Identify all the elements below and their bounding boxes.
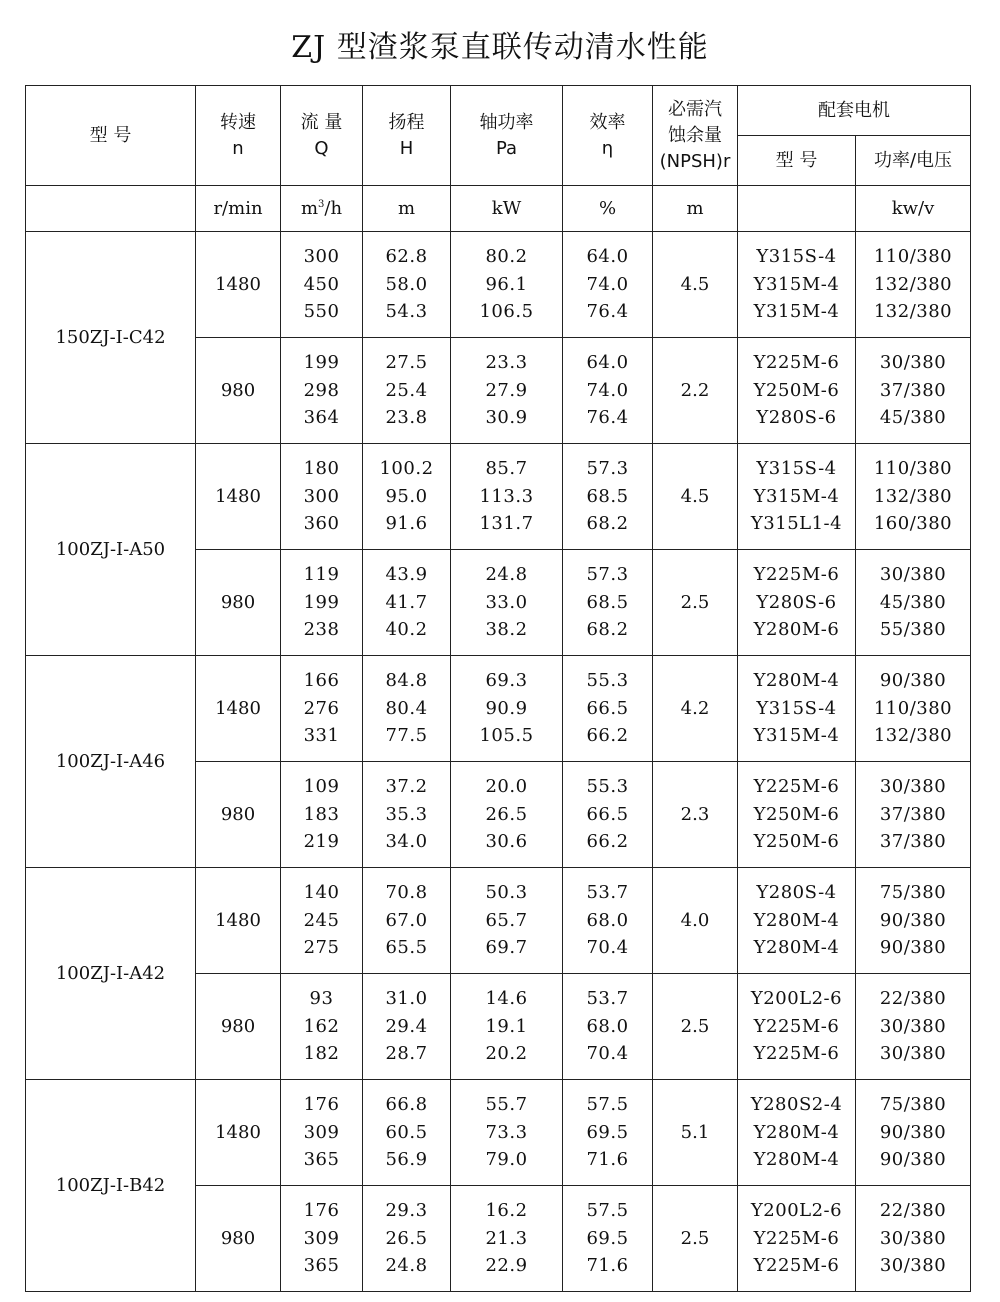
unit-flow: $m^3/h$ <box>281 186 363 232</box>
cell-value: 365 <box>303 1149 340 1171</box>
head-cell <box>363 974 451 1080</box>
power-cell <box>451 762 563 868</box>
cell-value: Y225M-6 <box>753 1015 840 1037</box>
cell-value: Y250M-6 <box>753 803 840 825</box>
header-head: 扬程 H <box>363 86 451 186</box>
cell-value: 166 <box>303 670 340 692</box>
cell-value: 50.3 <box>485 882 528 904</box>
cell-value: 67.0 <box>385 909 428 931</box>
power-cell <box>451 232 563 338</box>
cell-value: 45/380 <box>879 591 947 613</box>
speed-cell: 980 <box>196 338 281 444</box>
cell-value: 57.3 <box>586 564 629 586</box>
cell-value: 309 <box>303 1121 340 1143</box>
cell-value: 79.0 <box>485 1149 528 1171</box>
header-npsh: 必需汽 蚀余量 (NPSH)r <box>653 86 738 186</box>
cell-value: 23.8 <box>385 407 428 429</box>
unit-npsh: m <box>653 186 738 232</box>
header-motor: 配套电机 <box>738 86 971 136</box>
cell-value: 57.5 <box>586 1094 629 1116</box>
cell-value: 66.5 <box>586 803 629 825</box>
cell-value: 245 <box>303 909 340 931</box>
cell-value: 360 <box>303 513 340 535</box>
flow-cell <box>281 868 363 974</box>
power-cell <box>451 338 563 444</box>
motor-model-cell <box>738 1186 856 1292</box>
efficiency-cell <box>563 1186 653 1292</box>
cell-value: Y200L2-6 <box>750 988 843 1010</box>
cell-value: Y315M-4 <box>753 273 840 295</box>
flow-cell <box>281 1080 363 1186</box>
cell-value: 90/380 <box>879 1121 947 1143</box>
cell-value: 38.2 <box>485 619 528 641</box>
cell-value: 183 <box>303 803 340 825</box>
power-cell <box>451 974 563 1080</box>
cell-value: 31.0 <box>385 988 428 1010</box>
cell-value: Y250M-6 <box>753 379 840 401</box>
cell-value: Y280S-6 <box>756 407 837 429</box>
cell-value: 110/380 <box>873 697 953 719</box>
power-cell <box>451 550 563 656</box>
motor-power-cell <box>856 1080 971 1186</box>
power-cell <box>451 1186 563 1292</box>
cell-value: 57.5 <box>586 1200 629 1222</box>
cell-value: 176 <box>303 1094 340 1116</box>
cell-value: Y315S-4 <box>756 458 837 480</box>
cell-value: 29.3 <box>385 1200 428 1222</box>
cell-value: 91.6 <box>385 513 428 535</box>
cell-value: 54.3 <box>385 301 428 323</box>
head-cell <box>363 1080 451 1186</box>
npsh-cell: 2.2 <box>653 338 738 444</box>
cell-value: Y315L1-4 <box>750 513 843 535</box>
cell-value: 96.1 <box>485 273 528 295</box>
cell-value: 14.6 <box>485 988 528 1010</box>
speed-cell: 1480 <box>196 1080 281 1186</box>
cell-value: 30/380 <box>879 1015 947 1037</box>
head-cell <box>363 762 451 868</box>
cell-value: 95.0 <box>385 485 428 507</box>
cell-value: 69.5 <box>586 1121 629 1143</box>
cell-value: Y315M-4 <box>753 725 840 747</box>
page-title: ZJ 型渣浆泵直联传动清水性能 <box>291 30 709 65</box>
cell-value: 30/380 <box>879 1227 947 1249</box>
cell-value: Y315M-4 <box>753 301 840 323</box>
unit-speed: r/min <box>196 186 281 232</box>
cell-value: Y280M-4 <box>753 670 840 692</box>
cell-value: 30/380 <box>879 352 947 374</box>
flow-cell <box>281 1186 363 1292</box>
cell-value: 110/380 <box>873 458 953 480</box>
unit-efficiency: % <box>563 186 653 232</box>
cell-value: 68.0 <box>586 1015 629 1037</box>
cell-value: 26.5 <box>485 803 528 825</box>
header-speed: 转速 n <box>196 86 281 186</box>
cell-value: 309 <box>303 1227 340 1249</box>
motor-power-cell <box>856 762 971 868</box>
motor-power-cell <box>856 232 971 338</box>
cell-value: 37.2 <box>385 776 428 798</box>
header-flow: 流 量 Q <box>281 86 363 186</box>
flow-cell <box>281 762 363 868</box>
cell-value: 20.0 <box>485 776 528 798</box>
cell-value: 109 <box>303 776 340 798</box>
cell-value: 450 <box>303 273 340 295</box>
cell-value: 219 <box>303 831 340 853</box>
head-cell <box>363 656 451 762</box>
cell-value: 53.7 <box>586 882 629 904</box>
cell-value: 275 <box>303 937 340 959</box>
cell-value: Y280S-6 <box>756 591 837 613</box>
cell-value: Y225M-6 <box>753 776 840 798</box>
cell-value: 199 <box>303 591 340 613</box>
cell-value: 71.6 <box>586 1149 629 1171</box>
cell-value: 30/380 <box>879 1255 947 1277</box>
cell-value: 30/380 <box>879 1043 947 1065</box>
cell-value: 66.8 <box>385 1094 428 1116</box>
cell-value: 110/380 <box>873 246 953 268</box>
cell-value: 74.0 <box>586 273 629 295</box>
cell-value: 53.7 <box>586 988 629 1010</box>
cell-value: 162 <box>303 1015 340 1037</box>
header-row-1 <box>26 86 971 136</box>
efficiency-cell <box>563 1080 653 1186</box>
cell-value: 30/380 <box>879 776 947 798</box>
cell-value: 76.4 <box>586 407 629 429</box>
cell-value: 106.5 <box>479 301 534 323</box>
power-cell <box>451 444 563 550</box>
cell-value: 27.5 <box>385 352 428 374</box>
speed-cell: 980 <box>196 974 281 1080</box>
motor-model-cell <box>738 232 856 338</box>
pump-model-cell: 100ZJ-I-B42 <box>26 1080 196 1292</box>
cell-value: 55.3 <box>586 776 629 798</box>
cell-value: 90/380 <box>879 670 947 692</box>
cell-value: 90/380 <box>879 1149 947 1171</box>
npsh-cell: 2.5 <box>653 974 738 1080</box>
cell-value: Y200L2-6 <box>750 1200 843 1222</box>
flow-cell <box>281 444 363 550</box>
cell-value: 64.0 <box>586 352 629 374</box>
speed-cell: 980 <box>196 1186 281 1292</box>
cell-value: 300 <box>303 485 340 507</box>
cell-value: Y280M-4 <box>753 909 840 931</box>
cell-value: 70.8 <box>385 882 428 904</box>
cell-value: Y280S-4 <box>756 882 837 904</box>
npsh-cell: 2.3 <box>653 762 738 868</box>
cell-value: 66.5 <box>586 697 629 719</box>
cell-value: 68.2 <box>586 619 629 641</box>
table-row <box>26 656 971 762</box>
header-efficiency: 效率 η <box>563 86 653 186</box>
cell-value: 550 <box>303 301 340 323</box>
cell-value: Y280M-4 <box>753 937 840 959</box>
cell-value: 25.4 <box>385 379 428 401</box>
cell-value: 90.9 <box>485 697 528 719</box>
cell-value: 132/380 <box>873 301 953 323</box>
cell-value: 55/380 <box>879 619 947 641</box>
cell-value: 298 <box>303 379 340 401</box>
head-cell <box>363 550 451 656</box>
efficiency-cell <box>563 550 653 656</box>
cell-value: 57.3 <box>586 458 629 480</box>
header-motor-power: 功率/电压 <box>856 136 971 186</box>
table-row <box>26 1080 971 1186</box>
motor-model-cell <box>738 974 856 1080</box>
cell-value: 132/380 <box>873 485 953 507</box>
cell-value: 33.0 <box>485 591 528 613</box>
cell-value: 58.0 <box>385 273 428 295</box>
cell-value: 365 <box>303 1255 340 1277</box>
cell-value: 132/380 <box>873 725 953 747</box>
cell-value: 65.5 <box>385 937 428 959</box>
cell-value: 70.4 <box>586 937 629 959</box>
cell-value: 199 <box>303 352 340 374</box>
cell-value: 22.9 <box>485 1255 528 1277</box>
flow-cell <box>281 550 363 656</box>
efficiency-cell <box>563 232 653 338</box>
cell-value: 56.9 <box>385 1149 428 1171</box>
head-cell <box>363 444 451 550</box>
cell-value: 73.3 <box>485 1121 528 1143</box>
cell-value: 90/380 <box>879 909 947 931</box>
cell-value: Y225M-6 <box>753 1255 840 1277</box>
unit-model <box>26 186 196 232</box>
cell-value: 37/380 <box>879 803 947 825</box>
flow-cell <box>281 338 363 444</box>
motor-model-cell <box>738 550 856 656</box>
cell-value: 20.2 <box>485 1043 528 1065</box>
cell-value: 21.3 <box>485 1227 528 1249</box>
flow-cell <box>281 656 363 762</box>
performance-table <box>25 85 971 1292</box>
cell-value: 131.7 <box>479 513 534 535</box>
pump-model-cell: 100ZJ-I-A46 <box>26 656 196 868</box>
cell-value: 66.2 <box>586 831 629 853</box>
table-row <box>26 444 971 550</box>
npsh-cell: 4.2 <box>653 656 738 762</box>
cell-value: 331 <box>303 725 340 747</box>
motor-power-cell <box>856 656 971 762</box>
cell-value: 23.3 <box>485 352 528 374</box>
cell-value: 34.0 <box>385 831 428 853</box>
cell-value: 75/380 <box>879 882 947 904</box>
motor-power-cell <box>856 338 971 444</box>
cell-value: 68.5 <box>586 591 629 613</box>
cell-value: 68.0 <box>586 909 629 931</box>
speed-cell: 980 <box>196 762 281 868</box>
cell-value: Y315S-4 <box>756 697 837 719</box>
cell-value: 64.0 <box>586 246 629 268</box>
cell-value: 40.2 <box>385 619 428 641</box>
npsh-cell: 4.5 <box>653 232 738 338</box>
motor-power-cell <box>856 1186 971 1292</box>
cell-value: 45/380 <box>879 407 947 429</box>
cell-value: 176 <box>303 1200 340 1222</box>
speed-cell: 1480 <box>196 868 281 974</box>
cell-value: 85.7 <box>485 458 528 480</box>
unit-head: m <box>363 186 451 232</box>
table-row <box>26 868 971 974</box>
cell-value: 29.4 <box>385 1015 428 1037</box>
cell-value: 30.9 <box>485 407 528 429</box>
cell-value: 41.7 <box>385 591 428 613</box>
unit-motor-model <box>738 186 856 232</box>
speed-cell: 1480 <box>196 444 281 550</box>
cell-value: 300 <box>303 246 340 268</box>
efficiency-cell <box>563 868 653 974</box>
head-cell <box>363 1186 451 1292</box>
cell-value: Y280M-4 <box>753 1149 840 1171</box>
cell-value: 37/380 <box>879 831 947 853</box>
cell-value: 60.5 <box>385 1121 428 1143</box>
cell-value: Y315M-4 <box>753 485 840 507</box>
cell-value: 62.8 <box>385 246 428 268</box>
cell-value: 140 <box>303 882 340 904</box>
cell-value: 93 <box>309 988 334 1010</box>
cell-value: 71.6 <box>586 1255 629 1277</box>
head-cell <box>363 868 451 974</box>
cell-value: 69.5 <box>586 1227 629 1249</box>
cell-value: 55.3 <box>586 670 629 692</box>
cell-value: 35.3 <box>385 803 428 825</box>
cell-value: Y280M-6 <box>753 619 840 641</box>
npsh-cell: 4.0 <box>653 868 738 974</box>
cell-value: 276 <box>303 697 340 719</box>
cell-value: 66.2 <box>586 725 629 747</box>
head-cell <box>363 338 451 444</box>
header-power: 轴功率 Pa <box>451 86 563 186</box>
cell-value: Y250M-6 <box>753 831 840 853</box>
cell-value: 28.7 <box>385 1043 428 1065</box>
cell-value: Y225M-6 <box>753 1043 840 1065</box>
cell-value: 160/380 <box>873 513 953 535</box>
cell-value: 90/380 <box>879 937 947 959</box>
cell-value: 19.1 <box>485 1015 528 1037</box>
cell-value: 182 <box>303 1043 340 1065</box>
cell-value: 77.5 <box>385 725 428 747</box>
npsh-cell: 2.5 <box>653 550 738 656</box>
cell-value: 27.9 <box>485 379 528 401</box>
cell-value: 105.5 <box>479 725 534 747</box>
motor-model-cell <box>738 1080 856 1186</box>
efficiency-cell <box>563 656 653 762</box>
cell-value: 24.8 <box>385 1255 428 1277</box>
cell-value: 238 <box>303 619 340 641</box>
cell-value: Y225M-6 <box>753 1227 840 1249</box>
pump-model-cell: 150ZJ-I-C42 <box>26 232 196 444</box>
cell-value: 37/380 <box>879 379 947 401</box>
motor-power-cell <box>856 974 971 1080</box>
cell-value: 24.8 <box>485 564 528 586</box>
cell-value: 43.9 <box>385 564 428 586</box>
cell-value: 65.7 <box>485 909 528 931</box>
cell-value: 68.2 <box>586 513 629 535</box>
cell-value: 68.5 <box>586 485 629 507</box>
cell-value: 100.2 <box>379 458 434 480</box>
motor-model-cell <box>738 444 856 550</box>
flow-cell <box>281 232 363 338</box>
header-motor-model: 型 号 <box>738 136 856 186</box>
cell-value: 80.2 <box>485 246 528 268</box>
pump-model-cell: 100ZJ-I-A42 <box>26 868 196 1080</box>
unit-power: kW <box>451 186 563 232</box>
motor-model-cell <box>738 338 856 444</box>
efficiency-cell <box>563 338 653 444</box>
motor-model-cell <box>738 656 856 762</box>
npsh-cell: 5.1 <box>653 1080 738 1186</box>
cell-value: Y280M-4 <box>753 1121 840 1143</box>
speed-cell: 1480 <box>196 656 281 762</box>
pump-model-cell: 100ZJ-I-A50 <box>26 444 196 656</box>
efficiency-cell <box>563 762 653 868</box>
power-cell <box>451 868 563 974</box>
efficiency-cell <box>563 974 653 1080</box>
speed-cell: 1480 <box>196 232 281 338</box>
cell-value: 75/380 <box>879 1094 947 1116</box>
cell-value: 26.5 <box>385 1227 428 1249</box>
motor-power-cell <box>856 444 971 550</box>
cell-value: 30/380 <box>879 564 947 586</box>
head-cell <box>363 232 451 338</box>
cell-value: 76.4 <box>586 301 629 323</box>
cell-value: 70.4 <box>586 1043 629 1065</box>
efficiency-cell <box>563 444 653 550</box>
cell-value: Y315S-4 <box>756 246 837 268</box>
units-row <box>26 186 971 232</box>
cell-value: Y280S2-4 <box>750 1094 843 1116</box>
cell-value: 74.0 <box>586 379 629 401</box>
cell-value: 113.3 <box>479 485 534 507</box>
unit-motor-power: kw/v <box>856 186 971 232</box>
cell-value: 22/380 <box>879 1200 947 1222</box>
cell-value: 364 <box>303 407 340 429</box>
cell-value: 30.6 <box>485 831 528 853</box>
table-row <box>26 232 971 338</box>
cell-value: 80.4 <box>385 697 428 719</box>
cell-value: 69.7 <box>485 937 528 959</box>
cell-value: 119 <box>303 564 340 586</box>
cell-value: 180 <box>303 458 340 480</box>
speed-cell: 980 <box>196 550 281 656</box>
motor-model-cell <box>738 868 856 974</box>
cell-value: Y225M-6 <box>753 564 840 586</box>
cell-value: Y225M-6 <box>753 352 840 374</box>
cell-value: 84.8 <box>385 670 428 692</box>
motor-model-cell <box>738 762 856 868</box>
cell-value: 16.2 <box>485 1200 528 1222</box>
npsh-cell: 4.5 <box>653 444 738 550</box>
header-model: 型 号 <box>26 86 196 186</box>
npsh-cell: 2.5 <box>653 1186 738 1292</box>
motor-power-cell <box>856 550 971 656</box>
cell-value: 22/380 <box>879 988 947 1010</box>
cell-value: 69.3 <box>485 670 528 692</box>
power-cell <box>451 1080 563 1186</box>
flow-cell <box>281 974 363 1080</box>
motor-power-cell <box>856 868 971 974</box>
power-cell <box>451 656 563 762</box>
cell-value: 55.7 <box>485 1094 528 1116</box>
cell-value: 132/380 <box>873 273 953 295</box>
